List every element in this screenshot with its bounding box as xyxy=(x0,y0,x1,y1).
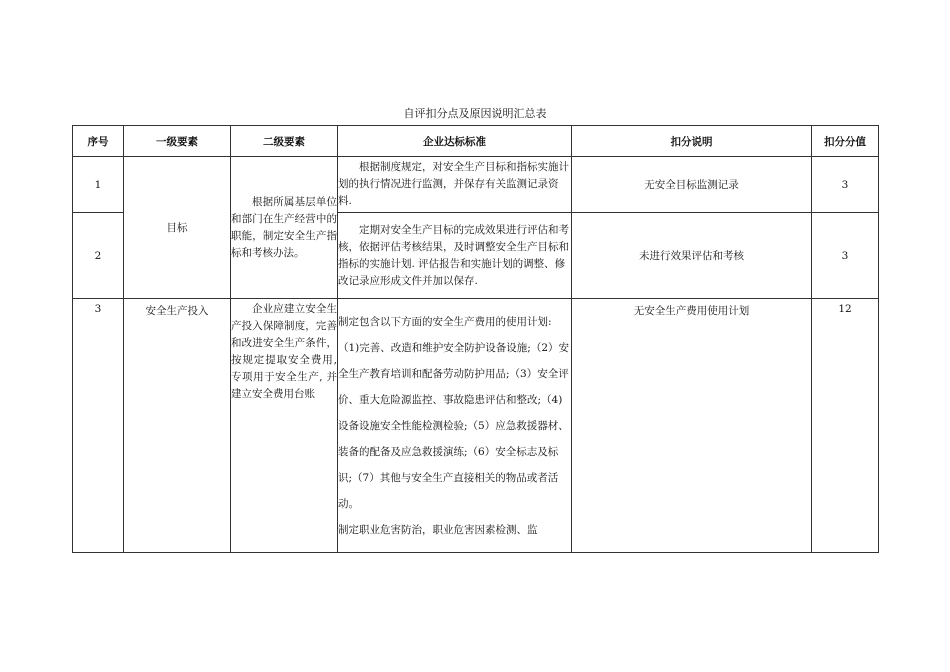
row-score: 3 xyxy=(812,213,879,299)
row-standard: 根据制度规定，对安全生产目标和指标实施计划的执行情况进行监测，并保存有关监测记录资料. xyxy=(338,157,572,213)
row-level1: 安全生产投入 xyxy=(124,299,231,553)
row-reason: 无安全生产费用使用计划 xyxy=(572,299,812,553)
row-no: 2 xyxy=(73,213,124,299)
standard-text-continued: 制定职业危害防治，职业危害因素检测、监 xyxy=(338,523,538,536)
row-level2: 根据所属基层单位和部门在生产经营中的职能，制定安全生产指标和考核办法。 xyxy=(231,157,338,299)
row-level1: 目标 xyxy=(124,157,231,299)
row-score: 12 xyxy=(812,299,879,553)
row-reason: 未进行效果评估和考核 xyxy=(572,213,812,299)
row-no: 1 xyxy=(73,157,124,213)
header-level2: 二级要素 xyxy=(231,126,338,157)
row-standard xyxy=(338,299,572,553)
row-reason: 无安全目标监测记录 xyxy=(572,157,812,213)
row-score: 3 xyxy=(812,157,879,213)
header-reason: 扣分说明 xyxy=(572,126,812,157)
header-standard: 企业达标标准 xyxy=(338,126,572,157)
row-level2: 企业应建立安全生产投入保障制度，完善和改进安全生产条件，按规定提取安全费用, 专项用于安全生产, 并建立安全费用台账 xyxy=(231,299,338,553)
table-row xyxy=(73,157,879,213)
header-score: 扣分分值 xyxy=(812,126,879,157)
deduction-summary-table xyxy=(72,125,879,553)
standard-text: 制定包含以下方面的安全生产费用的使用计划:（1)完善、改造和维护安全防护设备设施;（2）安全生产教育培训和配备劳动防护用品;（3）安全评价、重大危险源监控、事故隐患评估和整改;（4)设备设施安全性能检测检验;（5）应急救援器材、装备的配备及应急救援演练;（6）安全标志及标识;（7）其他与安全生产直接相关的物品或者活动。 xyxy=(338,315,569,510)
table-row xyxy=(73,299,879,553)
table-header-row xyxy=(73,126,879,157)
row-no: 3 xyxy=(73,299,124,553)
row-standard: 定期对安全生产目标的完成效果进行评估和考核，依据评估考核结果，及时调整安全生产目标和指标的实施计划. 评估报告和实施计划的调整、修改记录应形成文件并加以保存. xyxy=(338,213,572,299)
page-title: 自评扣分点及原因说明汇总表 xyxy=(403,107,547,120)
header-level1: 一级要素 xyxy=(124,126,231,157)
header-no: 序号 xyxy=(73,126,124,157)
